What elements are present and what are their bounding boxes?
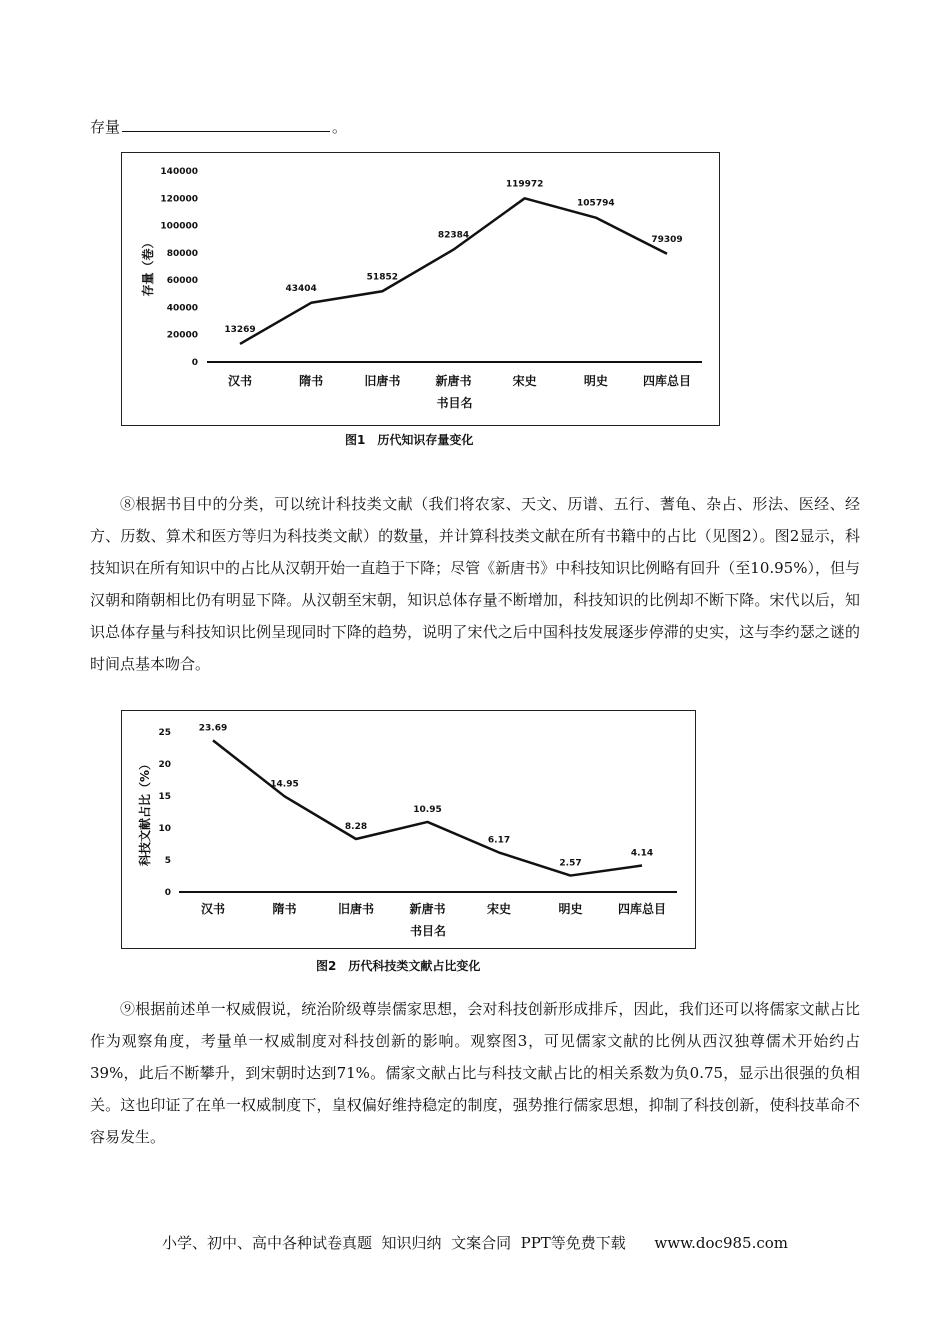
chart-knowledge-stock bbox=[121, 152, 720, 426]
y-tick-label: 120000 bbox=[160, 194, 198, 205]
x-tick-label: 明史 bbox=[583, 374, 608, 388]
x-tick-label: 四库总目 bbox=[642, 374, 692, 388]
data-label: 14.95 bbox=[270, 779, 299, 790]
page-footer: 小学、初中、高中各种试卷真题 知识归纳 文案合同 PPT等免费下载 www.doc985.com bbox=[162, 1234, 789, 1252]
x-axis-title: 书目名 bbox=[409, 924, 447, 938]
figure1-caption: 图1 历代知识存量变化 bbox=[345, 433, 474, 447]
x-tick-label: 宋史 bbox=[512, 374, 537, 388]
x-tick-label: 新唐书 bbox=[435, 374, 472, 388]
data-label: 8.28 bbox=[344, 822, 368, 833]
chart-tech-ratio-svg bbox=[122, 711, 695, 948]
data-label: 10.95 bbox=[413, 804, 442, 815]
x-tick-label: 明史 bbox=[558, 902, 583, 916]
data-label: 51852 bbox=[366, 272, 398, 283]
x-tick-label: 汉书 bbox=[200, 902, 226, 916]
data-label: 105794 bbox=[577, 198, 615, 209]
paragraph-9 bbox=[90, 993, 860, 1153]
x-tick-label: 旧唐书 bbox=[337, 902, 375, 916]
x-tick-label: 四库总目 bbox=[617, 902, 667, 916]
top-line-suffix: 。 bbox=[332, 118, 348, 136]
data-label: 6.17 bbox=[487, 835, 511, 846]
y-tick-label: 0 bbox=[164, 888, 171, 898]
y-tick-label: 60000 bbox=[166, 276, 198, 287]
y-tick-label: 15 bbox=[158, 792, 171, 802]
y-tick-label: 20 bbox=[158, 760, 171, 770]
top-line-prefix: 存量 bbox=[90, 118, 121, 136]
y-tick-label: 25 bbox=[158, 728, 171, 738]
y-tick-label: 10 bbox=[158, 824, 171, 834]
data-label: 4.14 bbox=[630, 848, 654, 859]
x-tick-label: 隋书 bbox=[299, 374, 324, 388]
y-tick-label: 0 bbox=[191, 358, 198, 368]
chart-tech-ratio bbox=[121, 710, 696, 949]
chart-knowledge-stock-svg bbox=[122, 153, 719, 425]
y-tick-label: 80000 bbox=[166, 248, 198, 259]
x-tick-label: 宋史 bbox=[486, 902, 512, 916]
top-line bbox=[90, 116, 347, 137]
x-tick-label: 隋书 bbox=[272, 902, 297, 916]
data-label: 23.69 bbox=[198, 723, 228, 734]
y-axis-title: 科技文献占比（%） bbox=[138, 757, 152, 867]
paragraph-8-text: ⑧根据书目中的分类，可以统计科技类文献（我们将农家、天文、历谱、五行、蓍龟、杂占、形法、医经、经方、历数、算术和医方等归为科技类文献）的数量，并计算科技类文献在所有书籍中的占比（见图2）。图2显示，科技知识在所有知识中的占比从汉朝开始一直趋于下降；尽管《新唐书》中科技知识比例略有回升（至10.95%），但与汉朝和隋朝相比仍有明显下降。从汉朝至宋朝，知识总体存量不断增加，科技知识的比例却不断下降。宋代以后，知识总体存量与科技知识比例呈现同时下降的趋势，说明了宋代之后中国科技发展逐步停滞的史实，这与李约瑟之谜的时间点基本吻合。 bbox=[90, 495, 860, 673]
x-tick-label: 旧唐书 bbox=[364, 374, 401, 388]
x-axis-title: 书目名 bbox=[436, 396, 473, 410]
data-label: 43404 bbox=[285, 283, 317, 294]
figure2-caption: 图2 历代科技类文献占比变化 bbox=[316, 959, 481, 973]
y-tick-label: 140000 bbox=[160, 167, 198, 177]
y-tick-label: 20000 bbox=[166, 330, 198, 341]
series-line bbox=[240, 198, 667, 344]
data-label: 119972 bbox=[505, 179, 544, 190]
y-tick-label: 100000 bbox=[160, 221, 198, 232]
data-label: 2.57 bbox=[559, 858, 582, 869]
y-tick-label: 40000 bbox=[166, 303, 198, 314]
x-tick-label: 汉书 bbox=[227, 374, 253, 388]
answer-blank[interactable] bbox=[122, 117, 330, 132]
data-label: 79309 bbox=[651, 234, 683, 245]
y-axis-title: 存量（卷） bbox=[141, 236, 155, 297]
x-tick-label: 新唐书 bbox=[409, 902, 446, 916]
y-tick-label: 5 bbox=[164, 856, 171, 866]
data-label: 82384 bbox=[437, 230, 470, 241]
paragraph-9-text: ⑨根据前述单一权威假说，统治阶级尊崇儒家思想，会对科技创新形成排斥，因此，我们还可以将儒家文献占比作为观察角度，考量单一权威制度对科技创新的影响。观察图3，可见儒家文献的比例从西汉独尊儒术开始约占39%，此后不断攀升，到宋朝时达到71%。儒家文献占比与科技文献占比的相关系数为负0.75，显示出很强的负相关。这也印证了在单一权威制度下，皇权偏好维持稳定的制度，强势推行儒家思想，抑制了科技创新，使科技革命不容易发生。 bbox=[90, 1000, 860, 1146]
paragraph-8 bbox=[90, 488, 860, 680]
data-label: 13269 bbox=[224, 324, 256, 335]
